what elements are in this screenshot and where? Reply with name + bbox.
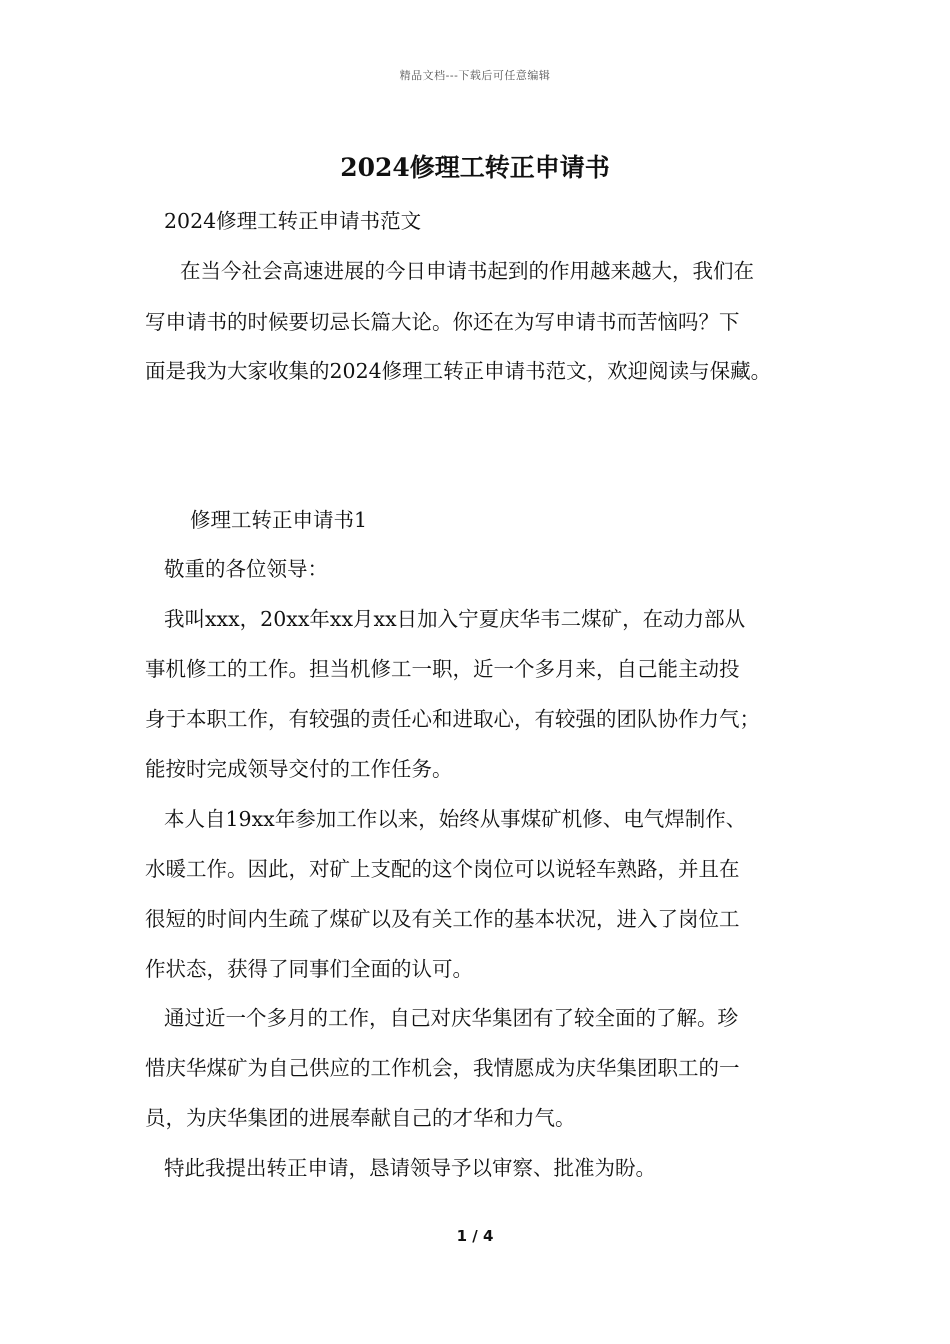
- para2-line-1: 本人自19xx年参加工作以来，始终从事煤矿机修、电气焊制作、: [164, 807, 747, 831]
- intro-line-1: 在当今社会高速进展的今日申请书起到的作用越来越大，我们在: [180, 259, 754, 283]
- page-number: 1 / 4: [456, 1227, 494, 1245]
- para1-line-1: 我叫xxx，20xx年xx月xx日加入宁夏庆华韦二煤矿，在动力部从: [164, 607, 746, 631]
- para2-line-4: 作状态，获得了同事们全面的认可。: [145, 957, 473, 981]
- para3-line-3: 员，为庆华集团的进展奉献自己的才华和力气。: [145, 1106, 576, 1130]
- section-title: 修理工转正申请书1: [190, 508, 368, 532]
- intro-line-3: 面是我为大家收集的2024修理工转正申请书范文，欢迎阅读与保藏。: [145, 359, 772, 383]
- para1-line-2: 事机修工的工作。担当机修工一职，近一个多月来，自己能主动投: [145, 657, 740, 681]
- header-note: 精品文档---下载后可任意编辑: [399, 69, 551, 82]
- para4-line-1: 特此我提出转正申请，恳请领导予以审察、批准为盼。: [164, 1156, 656, 1180]
- document-subtitle: 2024修理工转正申请书范文: [164, 209, 422, 233]
- intro-line-2: 写申请书的时候要切忌长篇大论。你还在为写申请书而苦恼吗？下: [145, 310, 740, 334]
- para3-line-2: 惜庆华煤矿为自己供应的工作机会，我情愿成为庆华集团职工的一: [145, 1056, 740, 1080]
- para2-line-2: 水暖工作。因此，对矿上支配的这个岗位可以说轻车熟路，并且在: [145, 857, 740, 881]
- para1-line-3: 身于本职工作，有较强的责任心和进取心，有较强的团队协作力气；: [145, 707, 760, 731]
- salutation: 敬重的各位领导：: [164, 557, 328, 581]
- para1-line-4: 能按时完成领导交付的工作任务。: [145, 757, 453, 781]
- document-title: 2024修理工转正申请书: [340, 153, 610, 182]
- para3-line-1: 通过近一个多月的工作，自己对庆华集团有了较全面的了解。珍: [164, 1006, 738, 1030]
- para2-line-3: 很短的时间内生疏了煤矿以及有关工作的基本状况，进入了岗位工: [145, 907, 740, 931]
